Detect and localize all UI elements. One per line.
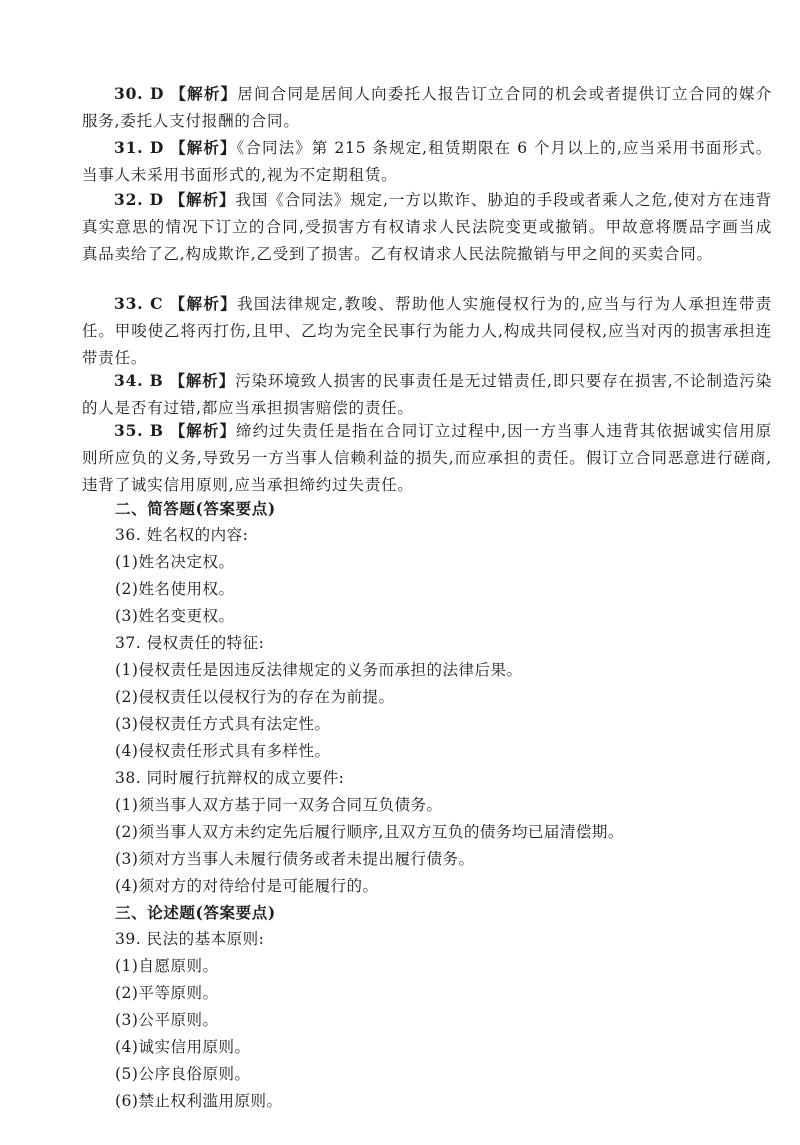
answer-32 bbox=[82, 186, 772, 268]
answer-line: (2)须当事人双方未约定先后履行顺序,且双方互负的债务均已届清偿期。 bbox=[115, 823, 624, 841]
answer-line: (4)须对方的对待给付是可能履行的。 bbox=[115, 877, 379, 895]
analysis-tag: 【解析】 bbox=[170, 84, 238, 103]
answer-text: 《合同法》第 215 条规定,租赁期限在 6 个月以上的,应当采用书面形式。当事人未采用书面形式的,视为不定期租赁。 bbox=[82, 139, 772, 184]
answer-text: 缔约过失责任是指在合同订立过程中,因一方当事人违背其依据诚实信用原则所应负的义务,导致另一方当事人信赖利益的损失,而应承担的责任。假订立合同恶意进行磋商,违背了诚实信用原则,应当承担缔约过失责任。 bbox=[82, 422, 772, 494]
question-37-title: 37. 侵权责任的特征: bbox=[115, 634, 265, 652]
answer-number: 34. B bbox=[114, 371, 164, 390]
answer-line: (3)侵权责任方式具有法定性。 bbox=[115, 715, 331, 733]
answer-text: 我国法律规定,教唆、帮助他人实施侵权行为的,应当与行为人承担连带责任。甲唆使乙将丙打伤,且甲、乙均为完全民事行为能力人,构成共同侵权,应当对丙的损害承担连带责任。 bbox=[82, 295, 773, 367]
answer-line: (3)姓名变更权。 bbox=[115, 607, 235, 625]
answer-line: (5)公序良俗原则。 bbox=[115, 1065, 251, 1083]
answer-number: 32. D bbox=[114, 190, 164, 209]
answer-number: 35. B bbox=[114, 421, 164, 440]
analysis-tag: 【解析】 bbox=[170, 138, 237, 157]
answer-line: (6)禁止权利滥用原则。 bbox=[115, 1092, 283, 1110]
answer-number: 30. D bbox=[114, 84, 165, 103]
answer-34 bbox=[82, 367, 772, 422]
analysis-tag: 【解析】 bbox=[169, 371, 236, 390]
answer-text: 居间合同是居间人向委托人报告订立合同的机会或者提供订立合同的媒介服务,委托人支付报酬的合同。 bbox=[82, 85, 773, 130]
analysis-tag: 【解析】 bbox=[169, 190, 236, 209]
answer-line: (2)姓名使用权。 bbox=[115, 580, 235, 598]
answer-number: 33. C bbox=[114, 294, 164, 313]
answer-35 bbox=[82, 417, 772, 499]
answer-line: (4)诚实信用原则。 bbox=[115, 1038, 251, 1056]
answer-line: (3)公平原则。 bbox=[115, 1011, 219, 1029]
section-heading-short-answer: 二、简答题(答案要点) bbox=[115, 499, 276, 518]
question-36-title: 36. 姓名权的内容: bbox=[115, 526, 249, 544]
answer-30 bbox=[82, 80, 772, 135]
question-38-title: 38. 同时履行抗辩权的成立要件: bbox=[115, 769, 345, 787]
answer-text: 我国《合同法》规定,一方以欺诈、胁迫的手段或者乘人之危,使对方在违背真实意思的情况下订立的合同,受损害方有权请求人民法院变更或撤销。甲故意将赝品字画当成真品卖给了乙,构成欺诈,乙受到了损害。乙有权请求人民法院撤销与甲之间的买卖合同。 bbox=[82, 191, 773, 263]
answer-line: (1)自愿原则。 bbox=[115, 957, 219, 975]
answer-line: (1)侵权责任是因违反法律规定的义务而承担的法律后果。 bbox=[115, 661, 523, 679]
answer-line: (1)姓名决定权。 bbox=[115, 553, 235, 571]
analysis-tag: 【解析】 bbox=[169, 421, 237, 440]
answer-33 bbox=[82, 290, 772, 372]
question-39-title: 39. 民法的基本原则: bbox=[115, 930, 265, 948]
answer-31 bbox=[82, 134, 772, 189]
answer-line: (2)平等原则。 bbox=[115, 984, 219, 1002]
answer-line: (2)侵权责任以侵权行为的存在为前提。 bbox=[115, 688, 395, 706]
answer-line: (1)须当事人双方基于同一双务合同互负债务。 bbox=[115, 796, 443, 814]
answer-number: 31. D bbox=[114, 138, 165, 157]
section-heading-essay: 三、论述题(答案要点) bbox=[115, 903, 276, 922]
answer-line: (4)侵权责任形式具有多样性。 bbox=[115, 742, 331, 760]
answer-text: 污染环境致人损害的民事责任是无过错责任,即只要存在损害,不论制造污染的人是否有过错,都应当承担损害赔偿的责任。 bbox=[82, 372, 772, 417]
answer-line: (3)须对方当事人未履行债务或者未提出履行债务。 bbox=[115, 850, 475, 868]
analysis-tag: 【解析】 bbox=[169, 294, 238, 313]
